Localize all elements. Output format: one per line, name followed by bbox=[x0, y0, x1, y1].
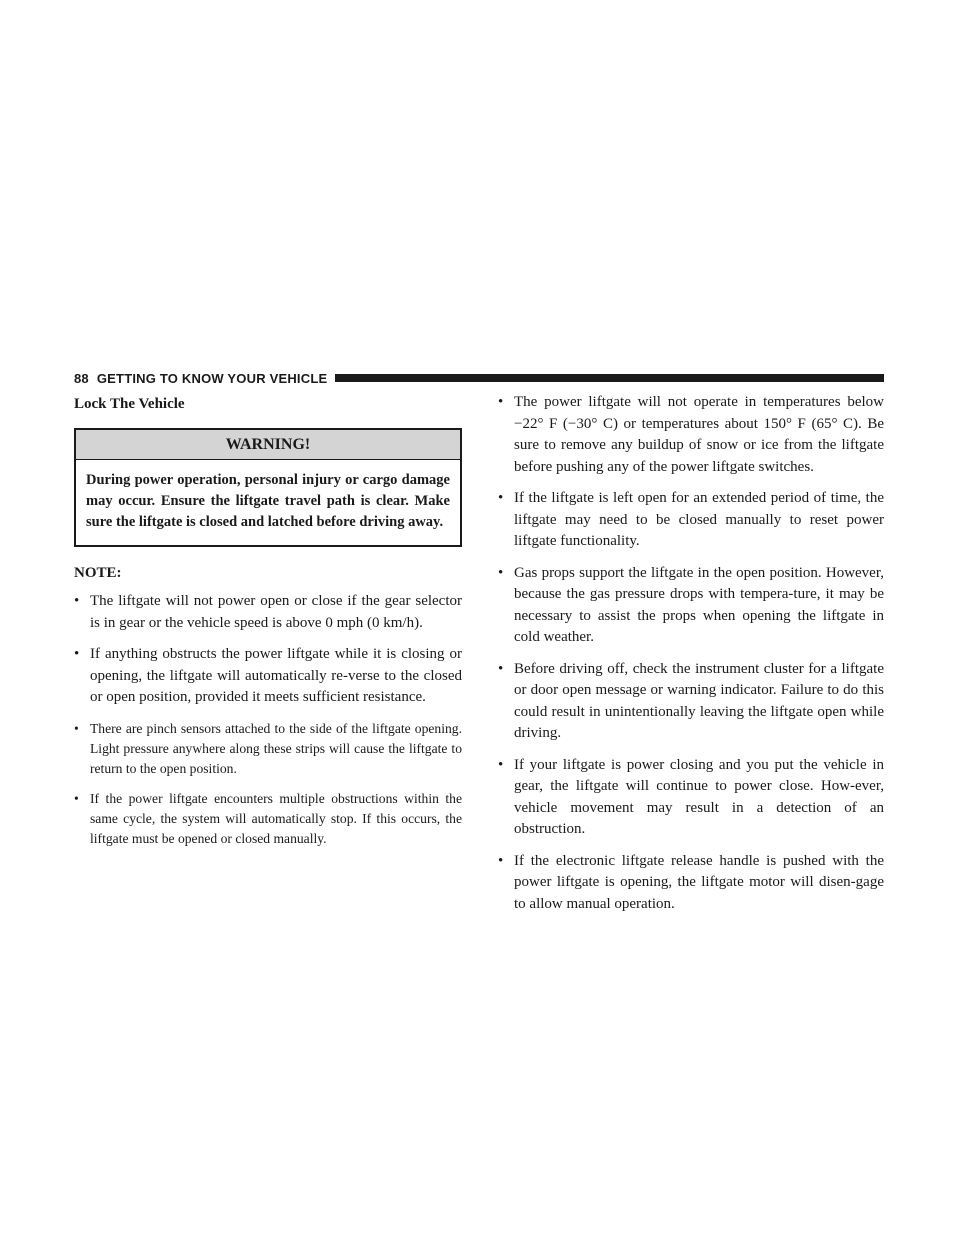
left-column bbox=[74, 392, 462, 849]
list-item-text: If anything obstructs the power liftgate while it is closing or opening, the liftgate will automatically re-verse to the closed or open position, provided it meets sufficient resistance. bbox=[90, 646, 462, 705]
right-bullet-list bbox=[498, 392, 884, 915]
bullet-icon: • bbox=[74, 593, 80, 609]
list-item-text: Before driving off, check the instrument cluster for a liftgate or door open message or warning indicator. Failure to do this could result in unintentionally leaving the liftgate open while driving. bbox=[514, 660, 884, 741]
subsection-title: Lock The Vehicle bbox=[74, 396, 185, 412]
list-item-text: There are pinch sensors attached to the side of the liftgate opening. Light pressure anywhere along these strips will cause the liftgate to return to the open position. bbox=[90, 720, 462, 776]
page-header bbox=[74, 370, 884, 386]
bullet-icon: • bbox=[498, 756, 504, 773]
bullet-icon: • bbox=[498, 564, 504, 581]
list-item bbox=[498, 659, 884, 745]
bullet-icon: • bbox=[498, 490, 504, 506]
note-label: NOTE: bbox=[74, 565, 122, 581]
warning-heading: WARNING! bbox=[76, 430, 460, 460]
list-item bbox=[74, 644, 462, 709]
list-item-text: The power liftgate will not operate in temperatures below −22° F (−30° C) or temperatures about 150° F (65° C). Be sure to remove any buildup of snow or ice from the liftgate before pushing any of the power liftgate switches. bbox=[514, 394, 884, 475]
bullet-icon: • bbox=[74, 790, 79, 806]
warning-box bbox=[74, 428, 462, 547]
bullet-icon: • bbox=[74, 720, 79, 736]
right-column bbox=[498, 392, 884, 915]
list-item-text: Gas props support the liftgate in the open position. However, because the gas pressure drops with tempera-ture, it may be necessary to assist the props when opening the liftgate in cold weather. bbox=[514, 564, 884, 645]
list-item-text: If your liftgate is power closing and you put the vehicle in gear, the liftgate will continue to power close. How-ever, vehicle movement may result in a detection of an obstruction. bbox=[514, 756, 884, 837]
list-item bbox=[74, 719, 462, 779]
list-item bbox=[74, 591, 462, 634]
bullet-icon: • bbox=[74, 646, 80, 662]
list-item-text: If the power liftgate encounters multiple obstructions within the same cycle, the system will automatically stop. If this occurs, the liftgate must be opened or closed manually. bbox=[90, 790, 462, 846]
bullet-icon: • bbox=[498, 660, 504, 677]
header-rule bbox=[335, 374, 884, 382]
note-bullet-list bbox=[74, 591, 462, 849]
list-item-text: If the electronic liftgate release handle is pushed with the power liftgate is opening, the liftgate motor will disen-gage to allow manual operation. bbox=[514, 852, 884, 912]
list-item bbox=[498, 563, 884, 649]
list-item-text: The liftgate will not power open or close if the gear selector is in gear or the vehicle speed is above 0 mph (0 km/h). bbox=[90, 593, 462, 631]
bullet-icon: • bbox=[498, 852, 504, 869]
list-item bbox=[498, 392, 884, 478]
list-item-text: If the liftgate is left open for an extended period of time, the liftgate may need to be closed manually to reset power liftgate functionality. bbox=[514, 490, 884, 549]
list-item bbox=[498, 488, 884, 553]
page-number: 88 bbox=[74, 370, 89, 386]
warning-text: During power operation, personal injury or cargo damage may occur. Ensure the liftgate travel path is clear. Make sure the liftgate is closed and latched before driving away. bbox=[86, 472, 450, 530]
section-title: GETTING TO KNOW YOUR VEHICLE bbox=[96, 370, 328, 386]
list-item bbox=[498, 755, 884, 841]
list-item bbox=[74, 789, 462, 849]
list-item bbox=[498, 851, 884, 916]
bullet-icon: • bbox=[498, 394, 504, 410]
